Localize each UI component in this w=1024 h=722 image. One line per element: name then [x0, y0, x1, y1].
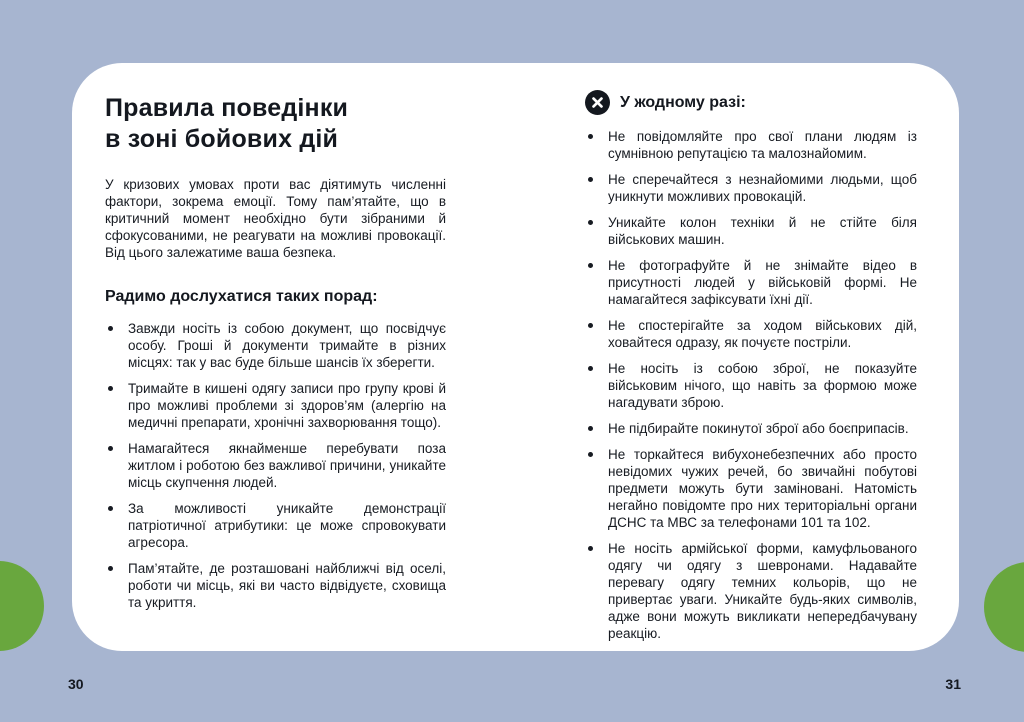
intro-paragraph: У кризових умовах проти вас діятимуть численні фактори, зокрема емоції. Тому пам’ятайте, що в критичний момент необхідно бути зібраними й сфокусованими, не реагувати на можливі провокації. Від цього залежатиме ваша безпека. — [105, 177, 446, 260]
list-item — [585, 446, 917, 531]
page-title — [105, 93, 446, 155]
list-item — [105, 380, 446, 431]
list-item-text: Не носіть із собою зброї, не показуйте військовим нічого, що навіть за формою може нагадувати зброю. — [608, 361, 917, 410]
prohibitions-heading: У жодному разі: — [620, 93, 746, 111]
bullet-icon — [588, 366, 593, 371]
list-item-text: Не підбирайте покинутої зброї або боєприпасів. — [608, 421, 909, 436]
bullet-icon — [588, 263, 593, 268]
bullet-icon — [588, 323, 593, 328]
list-item — [585, 171, 917, 205]
advice-subheading: Радимо дослухатися таких порад: — [105, 288, 378, 305]
booklet-spread — [72, 63, 959, 651]
bullet-icon — [108, 386, 113, 391]
list-item — [585, 214, 917, 248]
list-item-text: Тримайте в кишені одягу записи про групу крові й про можливі проблеми зі здоров’ям (алергію на медичні препарати, хронічні захворювання тощо). — [128, 381, 446, 430]
page-number-left: 30 — [68, 676, 84, 692]
bullet-icon — [588, 220, 593, 225]
list-item-text: Намагайтеся якнайменше перебувати поза житлом і роботою без важливої причини, уникайте місць скупчення людей. — [128, 441, 446, 490]
list-item-text: Не торкайтеся вибухонебезпечних або просто невідомих чужих речей, бо звичайні побутові предмети можуть бути заміновані. Натомість негайно повідомте про них територіальні органи ДСНС та МВС за телефонами 101 та 102. — [608, 447, 917, 530]
list-item — [105, 440, 446, 491]
list-item — [585, 540, 917, 642]
list-item-text: Завжди носіть із собою документ, що посвідчує особу. Гроші й документи тримайте в різних місцях: так у вас буде більше шансів їх зберегти. — [128, 321, 446, 370]
list-item-text: Не фотографуйте й не знімайте відео в присутності людей у військовій формі. Не намагайтеся зафіксувати їхні дії. — [608, 258, 917, 307]
list-item-text: Не сперечайтеся з незнайомими людьми, щоб уникнути можливих провокацій. — [608, 172, 917, 204]
list-item — [105, 560, 446, 611]
bullet-icon — [588, 134, 593, 139]
list-item — [585, 317, 917, 351]
list-item — [585, 128, 917, 162]
list-item — [105, 500, 446, 551]
prohibitions-list — [585, 128, 917, 642]
bullet-icon — [588, 177, 593, 182]
list-item — [105, 320, 446, 371]
bullet-icon — [108, 326, 113, 331]
page-number-right: 31 — [945, 676, 961, 692]
bullet-icon — [588, 546, 593, 551]
list-item-text: Не повідомляйте про свої плани людям із сумнівною репутацією та малознайомим. — [608, 129, 917, 161]
list-item-text: Уникайте колон техніки й не стійте біля військових машин. — [608, 215, 917, 247]
list-item-text: Не носіть армійської форми, камуфльованого одягу чи одягу з шевронами. Надавайте перевагу одягу темних кольорів, що не привертає уваги. Уникайте будь-яких символів, адже вони можуть викликати непередбачувану реакцію. — [608, 541, 917, 641]
x-circle-icon — [585, 90, 610, 115]
advice-list — [105, 320, 446, 611]
bullet-icon — [108, 566, 113, 571]
bullet-icon — [108, 506, 113, 511]
page-title-line2: в зоні бойових дій — [105, 125, 339, 153]
right-page — [585, 90, 917, 642]
list-item — [585, 360, 917, 411]
list-item-text: Пам’ятайте, де розташовані найближчі від оселі, роботи чи місць, які ви часто відвідуєте, сховища та укриття. — [128, 561, 446, 610]
decor-circle-left — [0, 561, 44, 651]
list-item — [585, 257, 917, 308]
list-item — [585, 420, 917, 437]
list-item-text: Не спостерігайте за ходом військових дій, ховайтеся одразу, як почуєте постріли. — [608, 318, 917, 350]
bullet-icon — [108, 446, 113, 451]
prohibitions-header — [585, 90, 917, 115]
decor-circle-right — [984, 562, 1024, 652]
bullet-icon — [588, 452, 593, 457]
page-title-line1: Правила поведінки — [105, 94, 349, 122]
list-item-text: За можливості уникайте демонстрації патріотичної атрибутики: це може спровокувати агресора. — [128, 501, 446, 550]
left-page — [105, 93, 446, 611]
bullet-icon — [588, 426, 593, 431]
